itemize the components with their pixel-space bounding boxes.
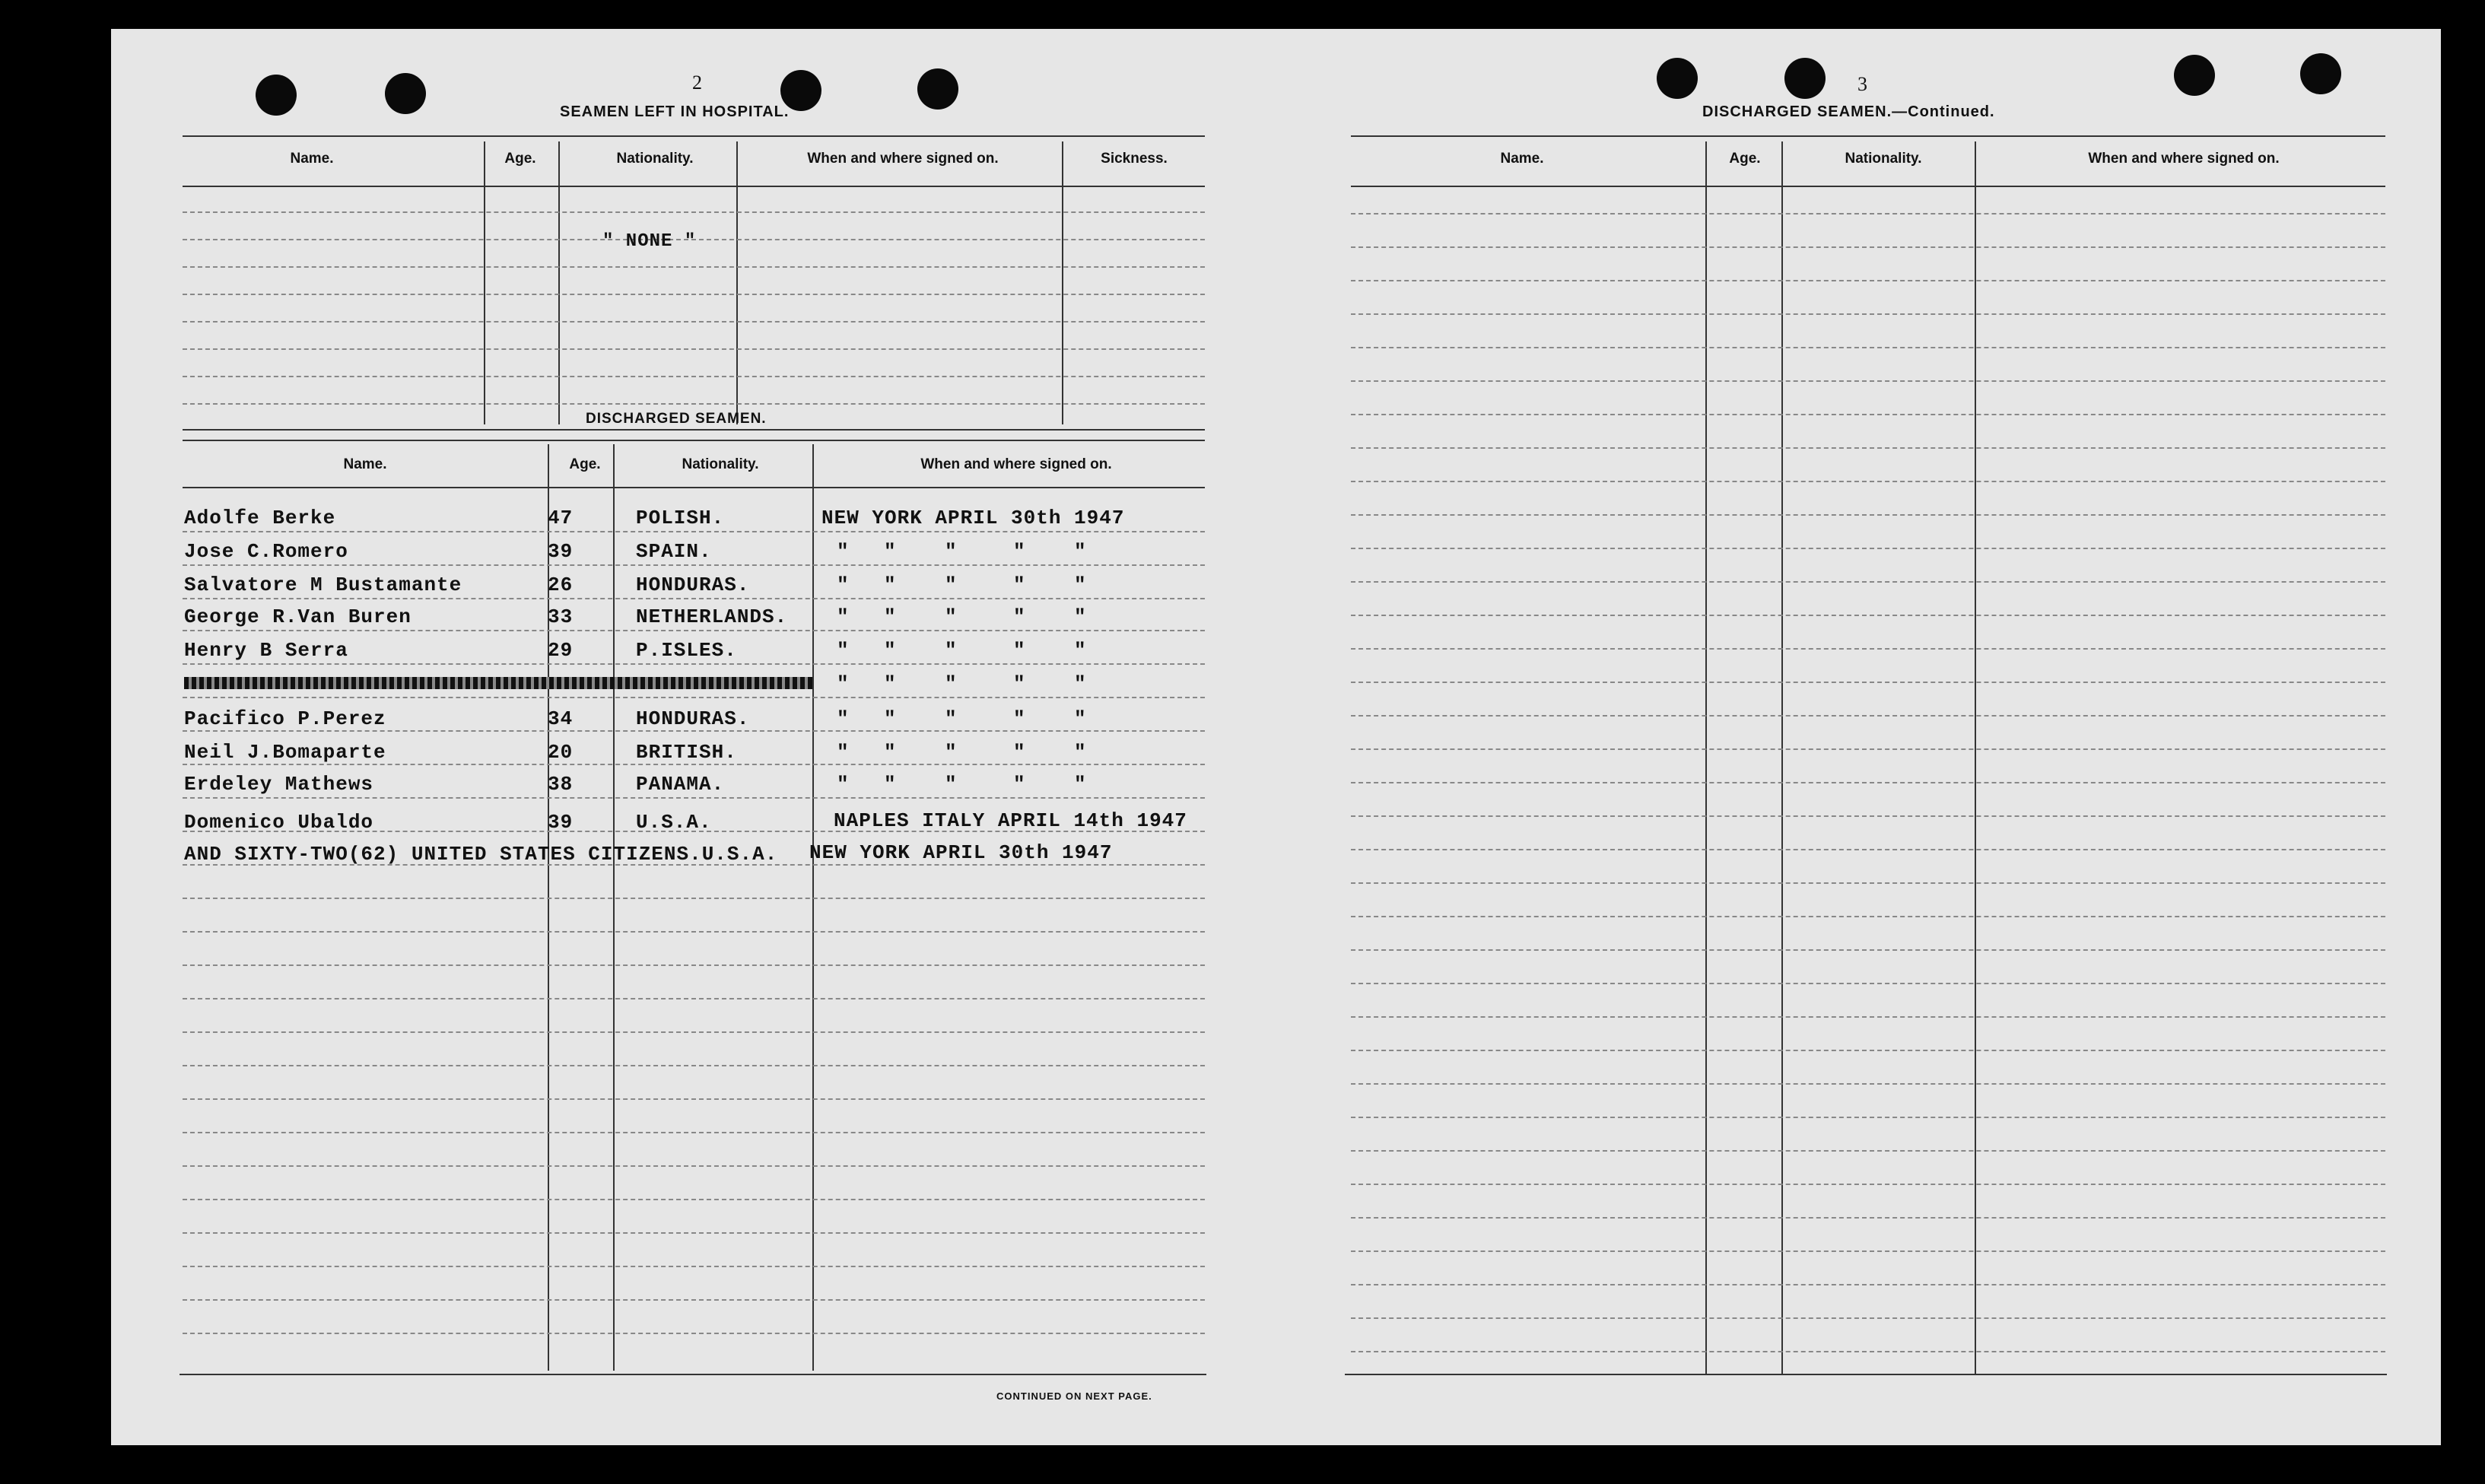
ditto-mark: " bbox=[884, 574, 896, 596]
ditto-mark: " bbox=[945, 605, 957, 628]
ditto-mark: " bbox=[837, 605, 849, 628]
hospital-top-rule bbox=[183, 135, 1205, 137]
continued-note: CONTINUED ON NEXT PAGE. bbox=[996, 1390, 1152, 1402]
seaman-age: 20 bbox=[548, 741, 574, 764]
right-header-rule bbox=[1351, 186, 2385, 187]
ruled-line bbox=[183, 1065, 1205, 1066]
seaman-name: Domenico Ubaldo bbox=[184, 811, 374, 834]
ditto-mark: " bbox=[1074, 605, 1086, 628]
ruled-line bbox=[1351, 1317, 2385, 1319]
ditto-mark: " bbox=[945, 773, 957, 796]
ruled-line bbox=[1351, 447, 2385, 449]
ditto-mark: " bbox=[884, 741, 896, 764]
seaman-age: 34 bbox=[548, 707, 574, 730]
ditto-mark: " bbox=[945, 741, 957, 764]
seaman-signed-on: NEW YORK APRIL 30th 1947 bbox=[821, 507, 1125, 529]
ditto-mark: " bbox=[1074, 574, 1086, 596]
ruled-line bbox=[183, 1299, 1205, 1301]
ditto-mark: " bbox=[884, 672, 896, 695]
discharged-bottom-rule bbox=[180, 1374, 1206, 1375]
ditto-mark: " bbox=[945, 672, 957, 695]
ruled-line bbox=[183, 663, 1205, 665]
punch-hole bbox=[1657, 58, 1698, 99]
ruled-line bbox=[1351, 481, 2385, 482]
right-col-nationality: Nationality. bbox=[1845, 151, 1922, 167]
ruled-line bbox=[1351, 1250, 2385, 1252]
ditto-mark: " bbox=[945, 540, 957, 563]
ditto-mark: " bbox=[837, 741, 849, 764]
discharged-section-title: DISCHARGED SEAMEN. bbox=[586, 411, 767, 427]
ruled-line bbox=[183, 998, 1205, 999]
hospital-section-title: SEAMEN LEFT IN HOSPITAL. bbox=[560, 103, 790, 120]
seaman-nationality: SPAIN. bbox=[636, 540, 712, 563]
ruled-line bbox=[183, 598, 1205, 599]
hospital-col-divider bbox=[484, 141, 485, 424]
ruled-line bbox=[1351, 347, 2385, 348]
seaman-name: Henry B Serra bbox=[184, 639, 348, 662]
ruled-line bbox=[183, 1098, 1205, 1100]
punch-hole bbox=[2300, 53, 2341, 94]
ruled-line bbox=[1351, 648, 2385, 650]
discharged-top-rule bbox=[183, 429, 1205, 431]
ruled-line bbox=[1351, 1016, 2385, 1018]
ruled-line bbox=[183, 1031, 1205, 1033]
ruled-line bbox=[1351, 682, 2385, 683]
ruled-line bbox=[1351, 414, 2385, 415]
seaman-name: Adolfe Berke bbox=[184, 507, 336, 529]
ditto-mark: " bbox=[884, 540, 896, 563]
ditto-mark: " bbox=[1013, 741, 1025, 764]
ditto-mark: " bbox=[945, 574, 957, 596]
ditto-mark: " bbox=[1074, 639, 1086, 662]
discharged-col-nationality: Nationality. bbox=[682, 456, 759, 472]
ditto-mark: " bbox=[945, 707, 957, 730]
ruled-line bbox=[1351, 1184, 2385, 1185]
ditto-mark: " bbox=[837, 707, 849, 730]
ditto-mark: " bbox=[1013, 605, 1025, 628]
right-col-divider bbox=[1705, 141, 1707, 1374]
seaman-name: George R.Van Buren bbox=[184, 605, 412, 628]
ruled-line bbox=[1351, 916, 2385, 917]
ruled-line bbox=[183, 898, 1205, 899]
ruled-line bbox=[183, 1232, 1205, 1234]
seaman-nationality: HONDURAS. bbox=[636, 707, 750, 730]
right-col-name: Name. bbox=[1500, 151, 1544, 167]
ruled-line bbox=[1351, 514, 2385, 516]
ditto-mark: " bbox=[1013, 540, 1025, 563]
ruled-line bbox=[183, 797, 1205, 799]
punch-hole bbox=[256, 75, 297, 116]
seaman-age: 47 bbox=[548, 507, 574, 529]
ruled-line bbox=[183, 531, 1205, 532]
right-col-divider bbox=[1781, 141, 1783, 1374]
ruled-line bbox=[1351, 782, 2385, 783]
ruled-line bbox=[1351, 280, 2385, 281]
right-top-rule bbox=[1351, 135, 2385, 137]
ditto-mark: " bbox=[837, 639, 849, 662]
ruled-line bbox=[1351, 949, 2385, 951]
seaman-signed-on: NAPLES ITALY APRIL 14th 1947 bbox=[834, 809, 1187, 832]
seaman-age: 26 bbox=[548, 574, 574, 596]
ruled-line bbox=[1351, 548, 2385, 549]
punch-hole bbox=[917, 68, 958, 110]
ruled-line bbox=[1351, 849, 2385, 850]
ruled-line bbox=[1351, 581, 2385, 583]
ditto-mark: " bbox=[1074, 773, 1086, 796]
ruled-line bbox=[183, 376, 1205, 377]
seaman-name: Pacifico P.Perez bbox=[184, 707, 386, 730]
ditto-mark: " bbox=[1074, 741, 1086, 764]
ruled-line bbox=[1351, 213, 2385, 214]
struck-out-row bbox=[184, 677, 812, 689]
ruled-line bbox=[1351, 882, 2385, 884]
discharged-table-top bbox=[183, 440, 1205, 441]
ruled-line bbox=[183, 730, 1205, 732]
ruled-line bbox=[183, 1165, 1205, 1167]
ruled-line bbox=[183, 266, 1205, 268]
seaman-nationality: U.S.A. bbox=[636, 811, 712, 834]
hospital-header-rule bbox=[183, 186, 1205, 187]
seaman-nationality: POLISH. bbox=[636, 507, 725, 529]
ruled-line bbox=[183, 1199, 1205, 1200]
ruled-line bbox=[1351, 380, 2385, 382]
seaman-nationality: PANAMA. bbox=[636, 773, 725, 796]
ruled-line bbox=[183, 211, 1205, 213]
hospital-col-sickness: Sickness. bbox=[1101, 151, 1168, 167]
seaman-nationality: NETHERLANDS. bbox=[636, 605, 788, 628]
ditto-mark: " bbox=[884, 707, 896, 730]
seaman-age: 39 bbox=[548, 540, 574, 563]
left-page-number: 2 bbox=[692, 71, 702, 94]
ditto-mark: " bbox=[884, 773, 896, 796]
hospital-col-signed-on: When and where signed on. bbox=[807, 151, 999, 167]
seaman-age: 38 bbox=[548, 773, 574, 796]
ruled-line bbox=[1351, 246, 2385, 248]
ruled-line bbox=[1351, 1217, 2385, 1219]
discharged-col-name: Name. bbox=[343, 456, 387, 472]
seaman-age: 29 bbox=[548, 639, 574, 662]
ditto-mark: " bbox=[1074, 540, 1086, 563]
hospital-col-divider bbox=[1062, 141, 1063, 424]
punch-hole bbox=[385, 73, 426, 114]
ditto-mark: " bbox=[837, 672, 849, 695]
seaman-nationality: HONDURAS. bbox=[636, 574, 750, 596]
right-col-age: Age. bbox=[1729, 151, 1761, 167]
ruled-line bbox=[183, 294, 1205, 295]
ruled-line bbox=[1351, 1050, 2385, 1051]
ditto-mark: " bbox=[837, 540, 849, 563]
ruled-line bbox=[1351, 1117, 2385, 1118]
ruled-line bbox=[1351, 815, 2385, 817]
ruled-line bbox=[1351, 615, 2385, 616]
seaman-nationality: P.ISLES. bbox=[636, 639, 737, 662]
seaman-name: Neil J.Bomaparte bbox=[184, 741, 386, 764]
ditto-mark: " bbox=[884, 639, 896, 662]
ruled-line bbox=[183, 564, 1205, 566]
ruled-line bbox=[183, 630, 1205, 631]
right-page-number: 3 bbox=[1857, 73, 1867, 95]
ruled-line bbox=[183, 348, 1205, 350]
ruled-line bbox=[183, 697, 1205, 698]
ditto-mark: " bbox=[1074, 707, 1086, 730]
ditto-mark: " bbox=[1013, 707, 1025, 730]
punch-hole bbox=[2174, 55, 2215, 96]
ruled-line bbox=[183, 1333, 1205, 1334]
seaman-name: Salvatore M Bustamante bbox=[184, 574, 462, 596]
ruled-line bbox=[183, 931, 1205, 933]
ditto-mark: " bbox=[884, 605, 896, 628]
document-sheet bbox=[111, 29, 2441, 1445]
seaman-nationality: BRITISH. bbox=[636, 741, 737, 764]
right-col-signed-on: When and where signed on. bbox=[2088, 151, 2280, 167]
ruled-line bbox=[1351, 313, 2385, 315]
right-bottom-rule bbox=[1345, 1374, 2387, 1375]
seaman-age: 39 bbox=[548, 811, 574, 834]
ditto-mark: " bbox=[1013, 574, 1025, 596]
seaman-name: Jose C.Romero bbox=[184, 540, 348, 563]
right-page-title: DISCHARGED SEAMEN.—Continued. bbox=[1702, 103, 1995, 120]
hospital-col-nationality: Nationality. bbox=[616, 151, 694, 167]
hospital-col-name: Name. bbox=[290, 151, 334, 167]
ruled-line bbox=[1351, 983, 2385, 984]
hospital-none-entry: " NONE " bbox=[602, 231, 697, 252]
hospital-col-age: Age. bbox=[504, 151, 536, 167]
hospital-col-divider bbox=[736, 141, 738, 424]
summary-signed-on: NEW YORK APRIL 30th 1947 bbox=[809, 841, 1113, 864]
ditto-mark: " bbox=[1013, 773, 1025, 796]
seaman-age: 33 bbox=[548, 605, 574, 628]
ruled-line bbox=[183, 964, 1205, 966]
ruled-line bbox=[183, 764, 1205, 765]
discharged-col-signed-on: When and where signed on. bbox=[920, 456, 1112, 472]
ruled-line bbox=[1351, 715, 2385, 717]
ruled-line bbox=[183, 321, 1205, 323]
ruled-line bbox=[1351, 1351, 2385, 1352]
punch-hole bbox=[1784, 58, 1826, 99]
ditto-mark: " bbox=[837, 773, 849, 796]
ditto-mark: " bbox=[837, 574, 849, 596]
seaman-name: Erdeley Mathews bbox=[184, 773, 374, 796]
ruled-line bbox=[1351, 748, 2385, 750]
ditto-mark: " bbox=[945, 639, 957, 662]
ruled-line bbox=[183, 1132, 1205, 1133]
ruled-line bbox=[1351, 1284, 2385, 1285]
ruled-line bbox=[183, 1266, 1205, 1267]
summary-line: AND SIXTY-TWO(62) UNITED STATES CITIZENS.U.S.A. bbox=[184, 843, 778, 866]
ditto-mark: " bbox=[1013, 672, 1025, 695]
discharged-header-rule bbox=[183, 487, 1205, 488]
ruled-line bbox=[183, 403, 1205, 405]
ruled-line bbox=[1351, 1083, 2385, 1085]
ditto-mark: " bbox=[1074, 672, 1086, 695]
ruled-line bbox=[1351, 1150, 2385, 1152]
right-col-divider bbox=[1975, 141, 1976, 1374]
hospital-col-divider bbox=[558, 141, 560, 424]
discharged-col-age: Age. bbox=[569, 456, 601, 472]
ditto-mark: " bbox=[1013, 639, 1025, 662]
